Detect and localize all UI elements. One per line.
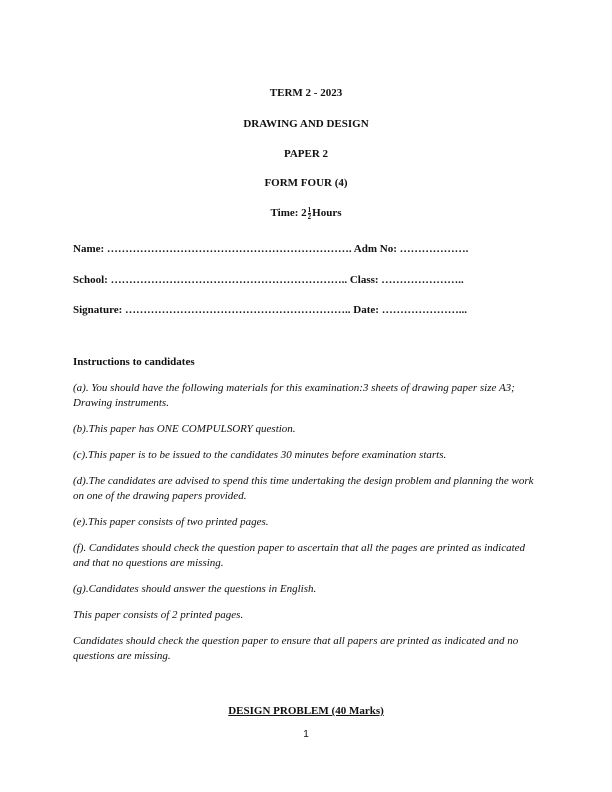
form-heading: FORM FOUR (4) — [264, 177, 348, 189]
time-fraction — [308, 207, 312, 220]
instruction-b: (b).This paper has ONE COMPULSORY question. — [73, 423, 296, 435]
section-title-text: DESIGN PROBLEM (40 Marks) — [228, 705, 384, 717]
page-number: 1 — [303, 729, 309, 740]
fraction-denominator: 2 — [307, 213, 312, 221]
time-prefix: Time: 2 — [270, 207, 307, 220]
school-field-line: School: ……………………………………………………….. Class: ………………….. — [73, 274, 464, 286]
instruction-check: Candidates should check the question paper to ensure that all papers are printed as indicated and no questions are missing. — [73, 635, 519, 662]
instruction-g: (g).Candidates should answer the questions in English. — [73, 583, 317, 595]
time-suffix: Hours — [312, 207, 342, 220]
instruction-f: (f). Candidates should check the question paper to ascertain that all the pages are printed as indicated and that no questions are missing. — [73, 542, 526, 569]
instruction-d: (d).The candidates are advised to spend this time undertaking the design problem and planning the work on one of the drawing papers provided. — [73, 475, 534, 502]
paper-heading: PAPER 2 — [283, 148, 329, 160]
subject-heading: DRAWING AND DESIGN — [243, 118, 369, 130]
instruction-a: (a). You should have the following materials for this examination:3 sheets of drawing paper size A3; Drawing instruments. — [73, 382, 515, 409]
instructions-heading: Instructions to candidates — [73, 356, 195, 368]
instruction-e: (e).This paper consists of two printed pages. — [73, 516, 269, 528]
name-field-line: Name: …………………………………………………………. Adm No: ………………. — [73, 243, 469, 255]
signature-field-line: Signature: …………………………………………………….. Date: …………………... — [73, 304, 467, 316]
instruction-c: (c).This paper is to be issued to the candidates 30 minutes before examination starts. — [73, 449, 447, 461]
instruction-pages: This paper consists of 2 printed pages. — [73, 609, 244, 621]
fraction-numerator: 1 — [307, 206, 312, 214]
term-heading: TERM 2 - 2023 — [269, 87, 343, 99]
section-title — [0, 705, 612, 718]
time-heading — [0, 207, 612, 220]
